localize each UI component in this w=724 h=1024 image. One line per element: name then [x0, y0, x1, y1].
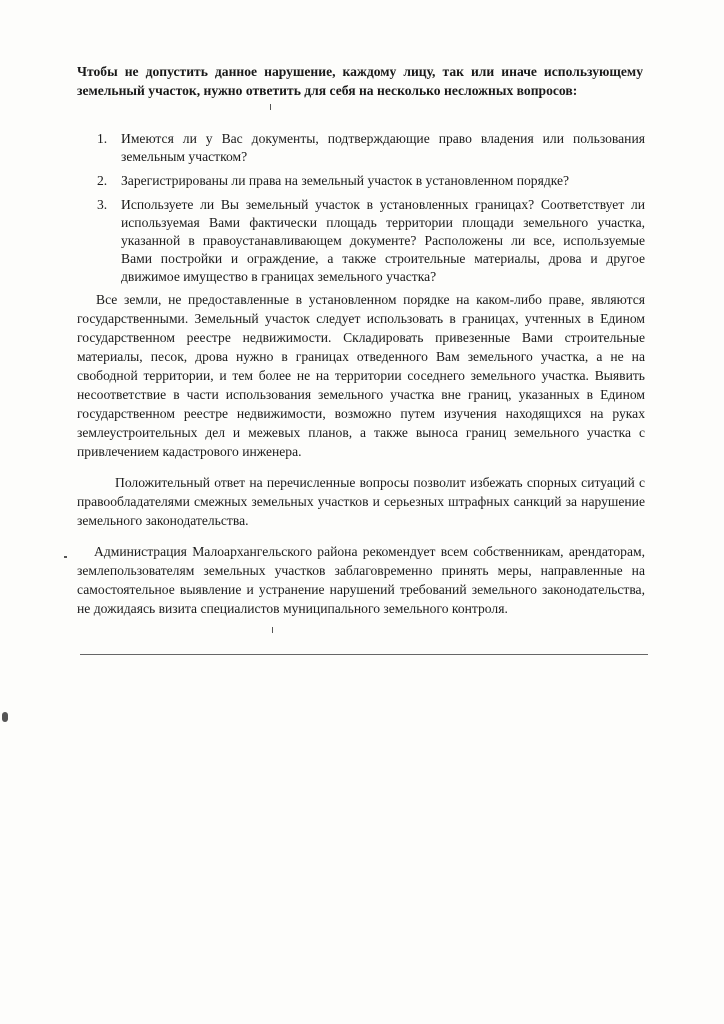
body-paragraph-positive-answer: Положительный ответ на перечисленные вопросы позволит избежать спорных ситуаций с правообладателями смежных земельных участков и серьезных штрафных санкций за нарушение земельного законодательства. [77, 475, 645, 528]
list-item-text: Имеются ли у Вас документы, подтверждающие право владения или пользования земельным участком? [121, 131, 645, 164]
list-item-text: Используете ли Вы земельный участок в установленных границах? Соответствует ли используемая Вами фактически площадь территории площади земельного участка, указанной в правоустанавливающем документе? Расположены ли все, используемые Вами постройки и ограждение, а также строительные материалы, дрова и другое движимое имущество в границах земельного участка? [121, 197, 645, 284]
list-item-number: 2. [97, 173, 108, 188]
scan-speck [270, 104, 271, 110]
list-item-number: 1. [97, 131, 108, 146]
list-item-text: Зарегистрированы ли права на земельный участок в установленном порядке? [121, 173, 570, 188]
list-item [97, 196, 645, 286]
list-item-number: 3. [97, 197, 108, 212]
scan-speck [2, 712, 8, 722]
body-paragraph-recommendation: Администрация Малоархангельского района рекомендует всем собственникам, арендаторам, землепользователям земельных участков заблаговременно принять меры, направленные на самостоятельное выявление и устранение нарушений требований земельного законодательства, не дожидаясь визита специалистов муниципального земельного контроля. [77, 544, 645, 616]
intro-paragraph: Чтобы не допустить данное нарушение, каждому лицу, так или иначе использующему земельный участок, нужно ответить для себя на несколько несложных вопросов: [77, 64, 643, 98]
list-item [97, 172, 645, 190]
body-paragraph-lands: Все земли, не предоставленные в установленном порядке на каком-либо праве, являются государственными. Земельный участок следует использовать в границах, учтенных в Едином государственном реестре недвижимости. Складировать привезенные Вами строительные материалы, песок, дрова нужно в границах отведенного Вам земельного участка, а не на свободной территории, и тем более не на территории соседнего земельного участка. Выявить несоответствие в части использования земельного участка вне границ, указанных в Едином государственном реестре недвижимости, возможно путем изучения находящихся на руках землеустроительных дел и межевых планов, а также выноса границ земельного участка с привлечением кадастрового инженера. [77, 292, 645, 459]
bottom-divider-line [80, 654, 648, 655]
list-item [97, 130, 645, 166]
scan-speck [272, 627, 273, 633]
scan-speck [64, 556, 67, 558]
questions-list [97, 130, 645, 292]
